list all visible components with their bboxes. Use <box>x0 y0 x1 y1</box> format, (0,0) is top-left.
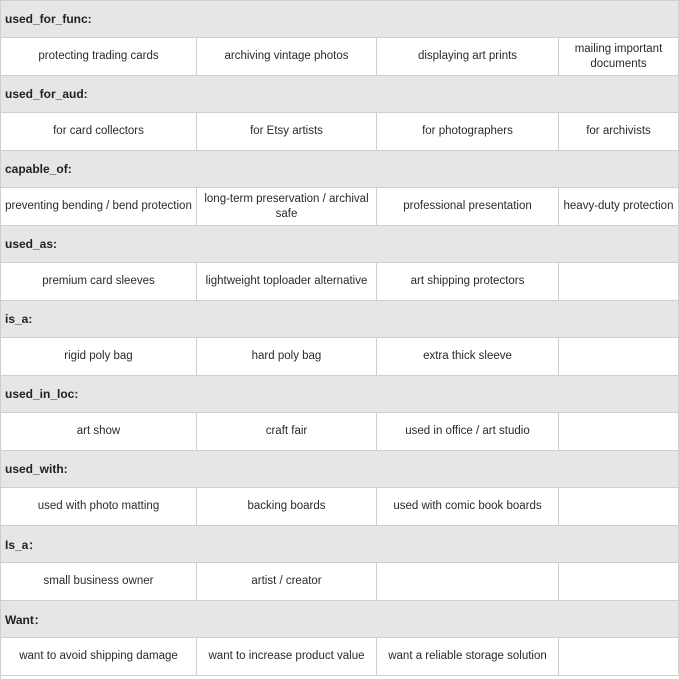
table-cell: for photographers <box>377 113 559 151</box>
section-header-used-with: used_with: <box>1 451 679 488</box>
table-cell <box>559 563 679 601</box>
table-cell <box>559 263 679 301</box>
table-cell: displaying art prints <box>377 38 559 76</box>
table-cell: long-term preservation / archival safe <box>197 188 377 226</box>
table-cell: art show <box>1 413 197 451</box>
table-cell <box>559 638 679 676</box>
table-cell <box>559 338 679 376</box>
section-header-used-for-aud: used_for_aud: <box>1 76 679 113</box>
value-row <box>1 338 679 376</box>
table-cell: preventing bending / bend protection <box>1 188 197 226</box>
table-cell: rigid poly bag <box>1 338 197 376</box>
table-cell: used with comic book boards <box>377 488 559 526</box>
table-cell: premium card sleeves <box>1 263 197 301</box>
table-cell: heavy-duty protection <box>559 188 679 226</box>
value-row <box>1 113 679 151</box>
table-cell: archiving vintage photos <box>197 38 377 76</box>
value-row <box>1 488 679 526</box>
table-cell: used in office / art studio <box>377 413 559 451</box>
section-header-used-for-func: used_for_func: <box>1 1 679 38</box>
table-cell: extra thick sleeve <box>377 338 559 376</box>
table-cell: small business owner <box>1 563 197 601</box>
section-header-is-a: is_a: <box>1 301 679 338</box>
table-cell <box>559 488 679 526</box>
table-cell: protecting trading cards <box>1 38 197 76</box>
section-header-want: Want： <box>1 601 679 638</box>
table-cell: want to increase product value <box>197 638 377 676</box>
table-cell: for archivists <box>559 113 679 151</box>
value-row <box>1 38 679 76</box>
value-row <box>1 413 679 451</box>
table-cell: used with photo matting <box>1 488 197 526</box>
table-cell: want to avoid shipping damage <box>1 638 197 676</box>
table-cell: for card collectors <box>1 113 197 151</box>
table-cell: lightweight toploader alternative <box>197 263 377 301</box>
table-cell: art shipping protectors <box>377 263 559 301</box>
table-cell: hard poly bag <box>197 338 377 376</box>
section-header-capable-of: capable_of: <box>1 151 679 188</box>
table-cell: for Etsy artists <box>197 113 377 151</box>
table-cell <box>559 413 679 451</box>
table-cell <box>377 563 559 601</box>
value-row <box>1 263 679 301</box>
table-cell: want a reliable storage solution <box>377 638 559 676</box>
section-header-used-in-loc: used_in_loc: <box>1 376 679 413</box>
value-row <box>1 638 679 676</box>
value-row <box>1 563 679 601</box>
table-cell: professional presentation <box>377 188 559 226</box>
table-cell: craft fair <box>197 413 377 451</box>
value-row <box>1 188 679 226</box>
section-header-used-as: used_as: <box>1 226 679 263</box>
table-cell: artist / creator <box>197 563 377 601</box>
table-cell: mailing important documents <box>559 38 679 76</box>
table-cell: backing boards <box>197 488 377 526</box>
section-header-is-a-persona: Is_a： <box>1 526 679 563</box>
